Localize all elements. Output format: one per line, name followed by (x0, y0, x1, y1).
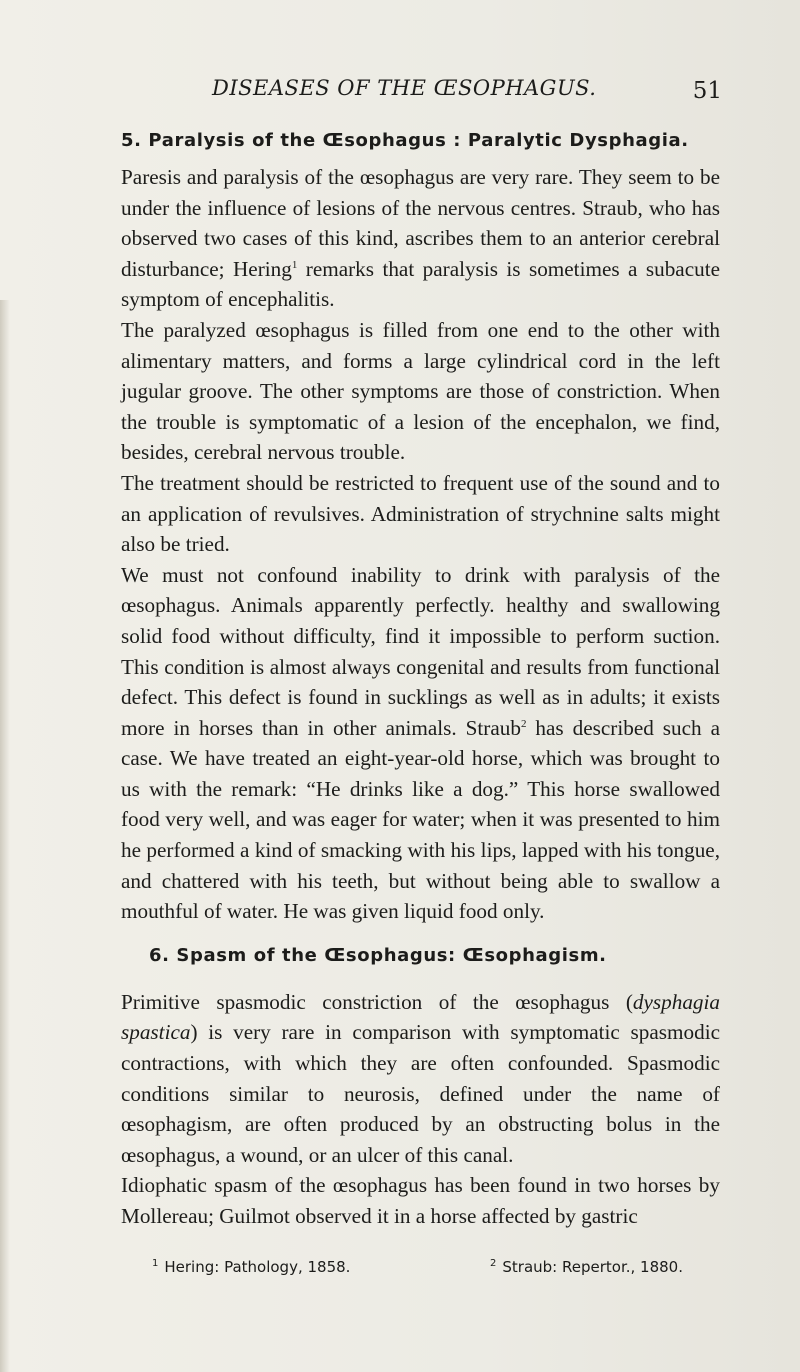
footnote-ref: 2 (520, 717, 527, 730)
footnote-mark: 2 (490, 1258, 497, 1269)
page-edge-shadow (0, 300, 10, 1372)
running-title: DISEASES OF THE ŒSOPHAGUS. (212, 76, 597, 100)
paragraph-text: ) is very rare in comparison with symptomatic spasmodic contractions, with which they are often confounded. Spasmodic conditions similar to neurosis, defined under the name of œsophagism, are often produced by an obstructing bolus in the œsophagus, a wound, or an ulcer of this canal. (121, 1020, 720, 1167)
paragraph-text: Paresis and paralysis of the œsophagus are very rare. They seem to be under the influence of lesions of the nervous centres. Straub, who has observed two cases of this kind, ascribes them to an anterior cerebral disturbance; Hering (121, 165, 720, 281)
section-heading-paralysis: 5. Paralysis of the Œsophagus : Paralytic Dysphagia. (121, 130, 689, 151)
page-body (121, 126, 720, 1232)
paragraph-text: We must not confound inability to drink with paralysis of the œsophagus. Animals apparently perfectly. healthy and swallowing solid food without difficulty, find it impossible to perform suction. This condition is almost always congenital and results from functional defect. This defect is found in sucklings as well as in adults; it exists more in horses than in other animals. Straub (121, 562, 720, 740)
footnote-text: Straub: Repertor., 1880. (502, 1258, 683, 1276)
footnotes (152, 1258, 720, 1284)
latin-term: dysphagia spastica (121, 989, 720, 1045)
paragraph (121, 162, 720, 315)
running-head (0, 76, 800, 106)
paragraph: Idiophatic spasm of the œsophagus has been found in two horses by Mollereau; Guilmot observed it in a horse affected by gastric (121, 1173, 720, 1228)
paragraph: The treatment should be restricted to frequent use of the sound and to an application of revulsives. Administration of strychnine salts might also be tried. (121, 470, 720, 557)
paragraph (121, 560, 720, 927)
paragraph: The paralyzed œsophagus is filled from one end to the other with alimentary matters, and forms a large cylindrical cord in the left jugular groove. The other symptoms are those of constriction. When the trouble is symptomatic of a lesion of the encephalon, we find, besides, cerebral nervous trouble. (121, 317, 720, 465)
footnote-ref: 1 (291, 258, 298, 271)
footnote-2 (490, 1258, 683, 1276)
footnote-1 (152, 1258, 350, 1276)
paragraph (121, 987, 720, 1171)
page-number: 51 (692, 78, 722, 104)
paragraph-text: remarks that paralysis is sometimes a subacute symptom of encephalitis. (121, 256, 720, 312)
footnote-mark: 1 (152, 1258, 159, 1269)
section-heading-spasm: 6. Spasm of the Œsophagus: Œsophagism. (149, 944, 607, 966)
paragraph-text: has described such a case. We have treated an eight-year-old horse, which was brought to us with the remark: “He drinks like a dog.” This horse swallowed food very well, and was eager for water; when it was presented to him he performed a kind of smacking with his lips, lapped with his tongue, and chattered with his teeth, but without being able to swallow a mouthful of water. He was given liquid food only. (121, 715, 720, 924)
footnote-text: Hering: Pathology, 1858. (164, 1258, 351, 1276)
paragraph-text: Primitive spasmodic constriction of the œsophagus ( (121, 989, 633, 1014)
